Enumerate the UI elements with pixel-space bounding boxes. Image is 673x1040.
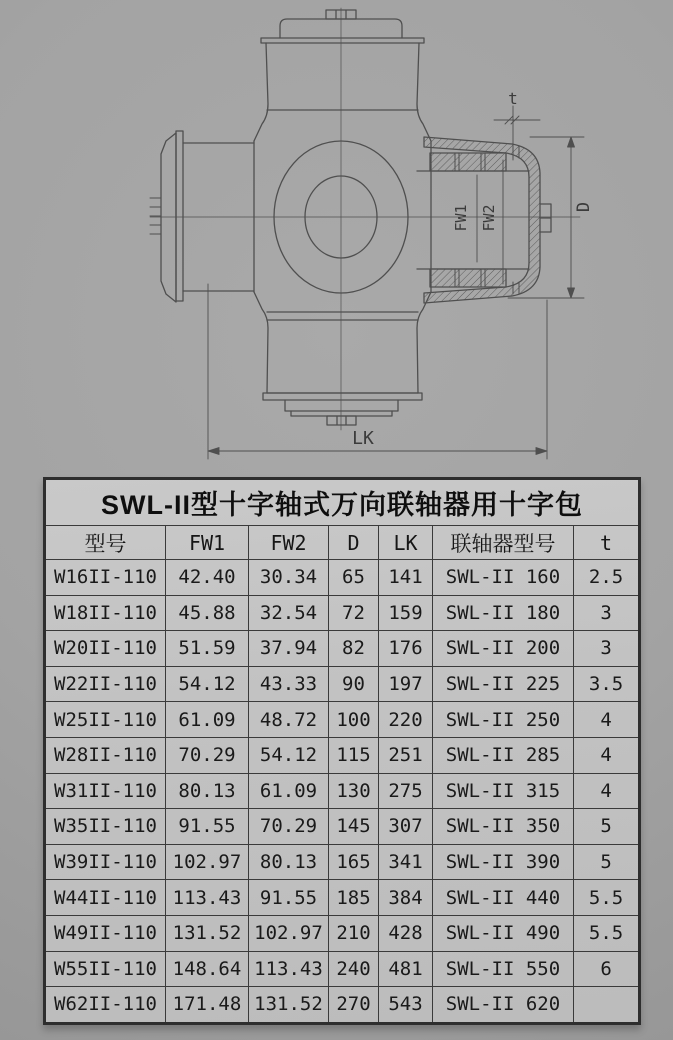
table-row [45,809,640,845]
column-header-fw1: FW1 [166,526,249,560]
cell-d: 240 [329,951,379,987]
cell-d: 72 [329,595,379,631]
cell-coupling-model: SWL-II 550 [433,951,574,987]
dim-label-fw2: FW2 [480,204,498,232]
table-row [45,737,640,773]
cell-fw1: 54.12 [166,666,249,702]
cell-lk: 543 [379,987,433,1024]
table-row [45,560,640,596]
cell-lk: 341 [379,844,433,880]
cell-coupling-model: SWL-II 350 [433,809,574,845]
cell-fw2: 30.34 [249,560,329,596]
cell-d: 82 [329,631,379,667]
cell-d: 90 [329,666,379,702]
cell-lk: 481 [379,951,433,987]
cell-model: W20II-110 [45,631,166,667]
cell-model: W35II-110 [45,809,166,845]
cell-t: 5.5 [574,880,640,916]
cell-d: 185 [329,880,379,916]
lk-dimension [208,284,547,459]
table-row [45,915,640,951]
cell-fw1: 51.59 [166,631,249,667]
cell-d: 130 [329,773,379,809]
cell-fw2: 48.72 [249,702,329,738]
table-body [45,560,640,1024]
cell-fw1: 113.43 [166,880,249,916]
cell-fw2: 43.33 [249,666,329,702]
cell-t: 6 [574,951,640,987]
cell-d: 115 [329,737,379,773]
cell-t: 3 [574,631,640,667]
cell-fw1: 148.64 [166,951,249,987]
cell-model: W31II-110 [45,773,166,809]
cell-fw1: 102.97 [166,844,249,880]
cell-d: 145 [329,809,379,845]
column-header-fw2: FW2 [249,526,329,560]
cell-t: 2.5 [574,560,640,596]
dim-label-lk: LK [352,428,374,449]
table-row [45,951,640,987]
cell-t [574,987,640,1024]
cell-lk: 428 [379,915,433,951]
cell-coupling-model: SWL-II 490 [433,915,574,951]
cell-lk: 176 [379,631,433,667]
cell-model: W28II-110 [45,737,166,773]
cell-t: 3 [574,595,640,631]
cell-lk: 159 [379,595,433,631]
cell-t: 4 [574,702,640,738]
column-header-t: t [574,526,640,560]
table-row [45,631,640,667]
cell-fw2: 61.09 [249,773,329,809]
cell-d: 65 [329,560,379,596]
cell-coupling-model: SWL-II 180 [433,595,574,631]
top-bearing-cup [254,10,431,141]
drawing-canvas [0,0,673,470]
cell-model: W55II-110 [45,951,166,987]
column-header-d: D [329,526,379,560]
cell-d: 165 [329,844,379,880]
table-title-row [45,479,640,526]
cell-fw1: 45.88 [166,595,249,631]
cell-coupling-model: SWL-II 440 [433,880,574,916]
cell-coupling-model: SWL-II 225 [433,666,574,702]
column-header-lk: LK [379,526,433,560]
left-bearing-cap [150,131,254,302]
cell-t: 5 [574,844,640,880]
cell-fw2: 32.54 [249,595,329,631]
dim-label-d: D [574,201,594,213]
cell-fw1: 91.55 [166,809,249,845]
cell-model: W44II-110 [45,880,166,916]
cell-model: W39II-110 [45,844,166,880]
cell-coupling-model: SWL-II 250 [433,702,574,738]
column-header-model: 型号 [45,526,166,560]
table-row [45,702,640,738]
table-row [45,844,640,880]
table-row [45,666,640,702]
cell-coupling-model: SWL-II 285 [433,737,574,773]
cell-t: 4 [574,737,640,773]
cell-fw2: 113.43 [249,951,329,987]
cell-model: W22II-110 [45,666,166,702]
table-row [45,595,640,631]
cell-fw1: 80.13 [166,773,249,809]
cell-fw2: 131.52 [249,987,329,1024]
cell-coupling-model: SWL-II 620 [433,987,574,1024]
cell-fw1: 42.40 [166,560,249,596]
spec-table [43,477,641,1025]
cell-fw2: 102.97 [249,915,329,951]
cell-model: W25II-110 [45,702,166,738]
cell-fw1: 61.09 [166,702,249,738]
cell-lk: 384 [379,880,433,916]
cell-d: 270 [329,987,379,1024]
cell-d: 100 [329,702,379,738]
cell-lk: 220 [379,702,433,738]
cell-fw2: 70.29 [249,809,329,845]
universal-joint-cross-drawing [0,0,673,470]
cell-lk: 251 [379,737,433,773]
cell-model: W18II-110 [45,595,166,631]
cell-model: W49II-110 [45,915,166,951]
cell-fw2: 91.55 [249,880,329,916]
table-row [45,773,640,809]
bottom-bearing-cup [254,292,431,425]
table-row [45,880,640,916]
cell-fw1: 131.52 [166,915,249,951]
column-header-coupling-model: 联轴器型号 [433,526,574,560]
dim-label-t: t [508,89,518,108]
table-title: SWL-II型十字轴式万向联轴器用十字包 [45,479,640,526]
table-row [45,987,640,1024]
table-header-row [45,526,640,560]
cell-model: W16II-110 [45,560,166,596]
cell-d: 210 [329,915,379,951]
cell-coupling-model: SWL-II 200 [433,631,574,667]
cell-fw2: 80.13 [249,844,329,880]
cell-fw2: 37.94 [249,631,329,667]
cell-t: 5.5 [574,915,640,951]
cell-coupling-model: SWL-II 315 [433,773,574,809]
cell-fw1: 171.48 [166,987,249,1024]
cell-lk: 275 [379,773,433,809]
cell-t: 4 [574,773,640,809]
cell-lk: 141 [379,560,433,596]
cell-t: 5 [574,809,640,845]
cell-fw2: 54.12 [249,737,329,773]
cell-fw1: 70.29 [166,737,249,773]
cell-lk: 307 [379,809,433,845]
cell-coupling-model: SWL-II 160 [433,560,574,596]
cell-lk: 197 [379,666,433,702]
cell-coupling-model: SWL-II 390 [433,844,574,880]
dim-label-fw1: FW1 [452,204,470,232]
cell-model: W62II-110 [45,987,166,1024]
cell-t: 3.5 [574,666,640,702]
